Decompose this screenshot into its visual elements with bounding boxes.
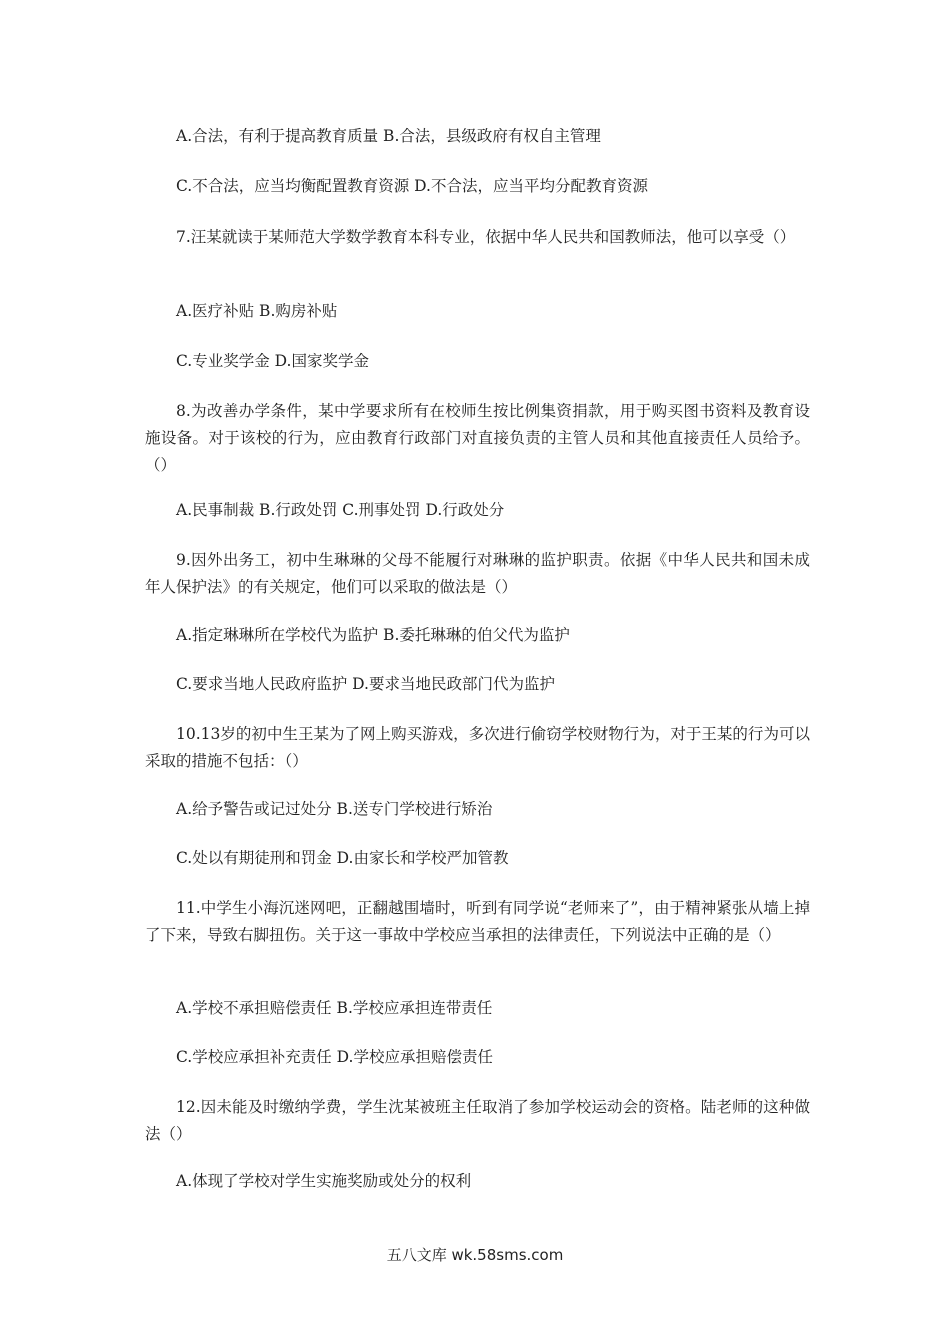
q12-question: 12.因未能及时缴纳学费，学生沈某被班主任取消了参加学校运动会的资格。陆老师的这种做法（） (145, 1098, 810, 1143)
q8-question: 8.为改善办学条件，某中学要求所有在校师生按比例集资捐款，用于购买图书资料及教育设施设备。对于该校的行为，应由教育行政部门对直接负责的主管人员和其他直接责任人员给予。（） (145, 402, 810, 474)
q12-option-a: A.体现了学校对学生实施奖励或处分的权利 (176, 1172, 472, 1190)
q10-options-ab: A.给予警告或记过处分 B.送专门学校进行矫治 (176, 800, 493, 818)
q7-question: 7.汪某就读于某师范大学数学教育本科专业，依据中华人民共和国教师法，他可以享受（） (176, 228, 796, 246)
q7-options-ab: A.医疗补贴 B.购房补贴 (176, 302, 338, 320)
q8-options: A.民事制裁 B.行政处罚 C.刑事处罚 D.行政处分 (176, 501, 505, 519)
q11-options-cd: C.学校应承担补充责任 D.学校应承担赔偿责任 (176, 1048, 493, 1066)
q9-options-cd: C.要求当地人民政府监护 D.要求当地民政部门代为监护 (176, 675, 555, 693)
q9-options-ab: A.指定琳琳所在学校代为监护 B.委托琳琳的伯父代为监护 (176, 626, 570, 644)
q11-question: 11.中学生小海沉迷网吧，正翻越围墙时，听到有同学说“老师来了”，由于精神紧张从墙上掉了下来，导致右脚扭伤。关于这一事故中学校应当承担的法律责任，下列说法中正确的是（） (145, 899, 810, 944)
q6-options-ab: A.合法，有利于提高教育质量 B.合法，县级政府有权自主管理 (176, 127, 601, 145)
q9-question: 9.因外出务工，初中生琳琳的父母不能履行对琳琳的监护职责。依据《中华人民共和国未成年人保护法》的有关规定，他们可以采取的做法是（） (145, 551, 810, 596)
footer-watermark-text: 五八文库 wk.58sms.com (386, 1246, 564, 1264)
q10-question: 10.13岁的初中生王某为了网上购买游戏，多次进行偷窃学校财物行为，对于王某的行为可以采取的措施不包括：（） (145, 725, 810, 770)
q6-options-cd: C.不合法，应当均衡配置教育资源 D.不合法，应当平均分配教育资源 (176, 177, 648, 195)
q7-options-cd: C.专业奖学金 D.国家奖学金 (176, 352, 369, 370)
q10-options-cd: C.处以有期徒刑和罚金 D.由家长和学校严加管教 (176, 849, 509, 867)
q11-options-ab: A.学校不承担赔偿责任 B.学校应承担连带责任 (176, 999, 493, 1017)
